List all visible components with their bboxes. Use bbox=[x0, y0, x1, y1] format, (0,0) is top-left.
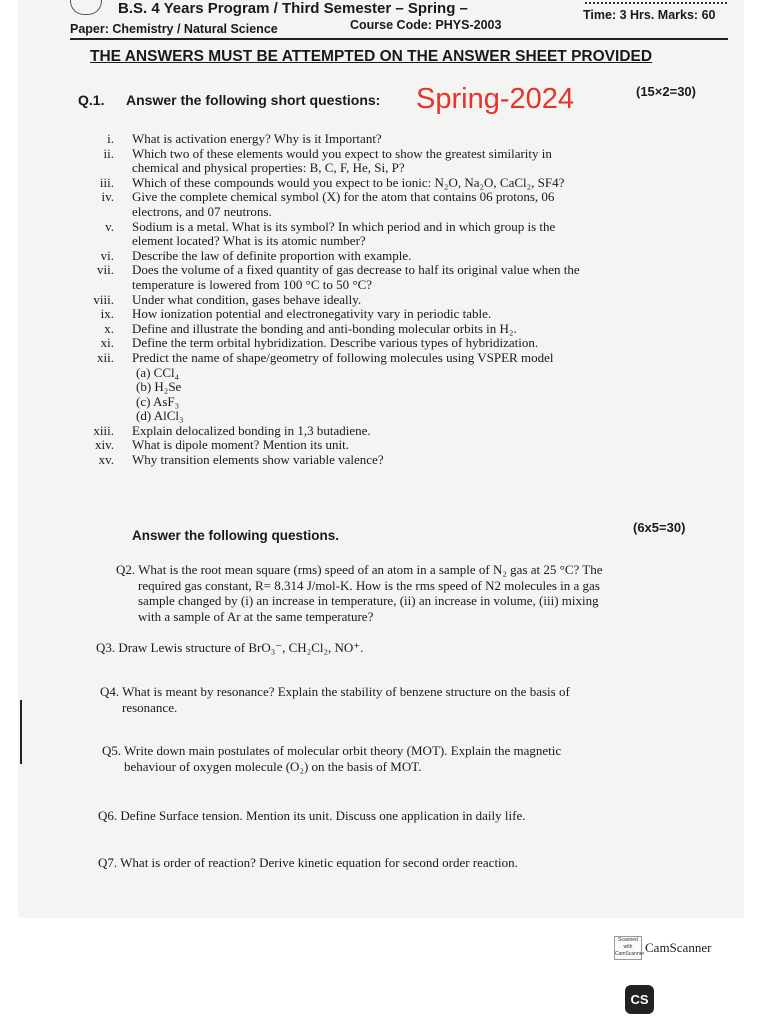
question-number: xv. bbox=[98, 452, 114, 468]
question-text: element located? What is its atomic number? bbox=[132, 233, 366, 249]
question-text: Define and illustrate the bonding and anti-bonding molecular orbits in H₂. bbox=[132, 320, 517, 336]
long-question-line: resonance. bbox=[122, 699, 178, 715]
question-number: viii. bbox=[93, 291, 114, 307]
question-text: Predict the name of shape/geometry of following molecules using VSPER model bbox=[132, 349, 554, 365]
question-number bbox=[84, 234, 132, 249]
answer-sheet-notice: THE ANSWERS MUST BE ATTEMPTED ON THE ANSWER SHEET PROVIDED bbox=[90, 48, 653, 65]
short-question-line bbox=[84, 176, 664, 191]
q1-label: Q.1. bbox=[78, 92, 105, 108]
paper-name: Paper: Chemistry / Natural Science bbox=[70, 22, 278, 36]
molecule-option: (c) AsF₃ bbox=[136, 393, 180, 409]
scan-edge-mark bbox=[20, 700, 22, 764]
question-text: Give the complete chemical symbol (X) for the atom that contains 06 protons, 06 bbox=[132, 189, 555, 205]
question-number: xiii. bbox=[93, 422, 114, 438]
section2-marks: (6x5=30) bbox=[633, 520, 686, 535]
long-question bbox=[96, 640, 363, 656]
short-question-line bbox=[84, 322, 664, 337]
question-number bbox=[84, 278, 132, 293]
short-question-line bbox=[84, 307, 664, 322]
short-question-line bbox=[84, 205, 664, 220]
question-text: Which of these compounds would you expect to be ionic: N₂O, Na₂O, CaCl₂, SF4? bbox=[132, 174, 565, 190]
q1-title: Answer the following short questions: bbox=[126, 92, 381, 108]
question-text: Sodium is a metal. What is its symbol? In which period and in which group is the bbox=[132, 218, 556, 234]
question-number: vii. bbox=[97, 262, 114, 278]
question-text: Which two of these elements would you expect to show the greatest similarity in bbox=[132, 145, 552, 161]
short-question-line bbox=[84, 424, 664, 439]
long-question-line: required gas constant, R= 8.314 J/mol-K. How is the rms speed of N2 molecules in a gas bbox=[138, 577, 600, 593]
molecule-option: (b) H₂Se bbox=[136, 379, 182, 395]
question-text: temperature is lowered from 100 °C to 50 °C? bbox=[132, 276, 373, 292]
long-question-line: Q7. What is order of reaction? Derive kinetic equation for second order reaction. bbox=[98, 855, 518, 870]
short-questions-list bbox=[84, 132, 664, 468]
long-question bbox=[98, 855, 518, 871]
short-question-line bbox=[84, 278, 664, 293]
course-code: Course Code: PHYS-2003 bbox=[350, 18, 502, 32]
long-question-line: Q4. What is meant by resonance? Explain the stability of benzene structure on the basis of bbox=[100, 684, 570, 699]
question-number: v. bbox=[105, 218, 114, 234]
question-number: xi. bbox=[100, 335, 114, 351]
header-rule bbox=[70, 38, 728, 40]
molecule-option: (d) AlCl₃ bbox=[136, 408, 184, 424]
question-number bbox=[84, 205, 132, 220]
short-question-line bbox=[84, 351, 664, 366]
short-question-line bbox=[84, 336, 664, 351]
short-question-line bbox=[84, 453, 664, 468]
question-number: xii. bbox=[97, 349, 114, 365]
question-number: ii. bbox=[103, 145, 114, 161]
short-question-line bbox=[84, 438, 664, 453]
header-dotted-line bbox=[585, 2, 727, 4]
short-question-line bbox=[84, 293, 664, 308]
short-question-line bbox=[84, 132, 664, 147]
time-marks: Time: 3 Hrs. Marks: 60 bbox=[583, 8, 716, 22]
long-question-line: Q5. Write down main postulates of molecular orbit theory (MOT). Explain the magnetic bbox=[102, 743, 562, 758]
question-number: vi. bbox=[100, 247, 114, 263]
long-question bbox=[116, 562, 603, 624]
question-text: chemical and physical properties: B, C, F, He, Si, P? bbox=[132, 160, 405, 176]
question-text: Explain delocalized bonding in 1,3 butadiene. bbox=[132, 422, 371, 438]
question-text: What is dipole moment? Mention its unit. bbox=[132, 437, 350, 453]
question-number: i. bbox=[107, 131, 114, 146]
camscanner-logo: Scanned with CamScanner bbox=[614, 936, 642, 960]
question-text: What is activation energy? Why is it Important? bbox=[132, 131, 382, 146]
long-question bbox=[102, 743, 561, 774]
question-text: electrons, and 07 neutrons. bbox=[132, 203, 272, 219]
long-question-line: Q2. What is the root mean square (rms) speed of an atom in a sample of N₂ gas at 25 °C? The bbox=[116, 562, 603, 577]
long-question-line: with a sample of Ar at the same temperature? bbox=[138, 608, 374, 624]
short-question-line bbox=[84, 161, 664, 176]
long-question bbox=[98, 808, 525, 824]
long-question-line: sample changed by (i) an increase in temperature, (ii) an increase in volume, (iii) mixing bbox=[138, 593, 599, 608]
q1-marks: (15×2=30) bbox=[636, 84, 696, 99]
question-text: Describe the law of definite proportion with example. bbox=[132, 247, 412, 263]
long-question-line: Q6. Define Surface tension. Mention its unit. Discuss one application in daily life. bbox=[98, 808, 526, 823]
short-question-line bbox=[84, 234, 664, 249]
camscanner-app-icon: CS bbox=[625, 985, 654, 1014]
question-number: iv. bbox=[101, 189, 114, 205]
question-text: Under what condition, gases behave ideally. bbox=[132, 291, 362, 307]
long-question-line: Q3. Draw Lewis structure of BrO₃⁻, CH₂Cl₂, NO⁺. bbox=[96, 640, 364, 655]
question-number: ix. bbox=[100, 306, 114, 322]
question-text: Define the term orbital hybridization. Describe various types of hybridization. bbox=[132, 335, 539, 351]
question-text: How ionization potential and electronegativity vary in periodic table. bbox=[132, 306, 492, 322]
question-text: Why transition elements show variable valence? bbox=[132, 452, 384, 468]
question-number: x. bbox=[104, 320, 114, 336]
question-text: Does the volume of a fixed quantity of gas decrease to half its original value when the bbox=[132, 262, 580, 278]
short-question-line bbox=[84, 249, 664, 264]
molecule-option: (a) CCl₄ bbox=[136, 364, 180, 380]
short-question-line bbox=[84, 220, 664, 235]
short-question-line bbox=[84, 147, 664, 162]
long-question bbox=[100, 684, 570, 715]
section2-title: Answer the following questions. bbox=[132, 528, 340, 543]
program-title: B.S. 4 Years Program / Third Semester – Spring – bbox=[118, 0, 468, 17]
short-question-line bbox=[84, 263, 664, 278]
question-number: iii. bbox=[99, 174, 114, 190]
short-question-line bbox=[84, 190, 664, 205]
question-number: xiv. bbox=[94, 437, 114, 453]
camscanner-text: CamScanner bbox=[645, 940, 712, 955]
semester-stamp: Spring-2024 bbox=[416, 83, 574, 115]
long-question-line: behaviour of oxygen molecule (O₂) on the basis of MOT. bbox=[124, 758, 422, 774]
question-number bbox=[84, 161, 132, 176]
